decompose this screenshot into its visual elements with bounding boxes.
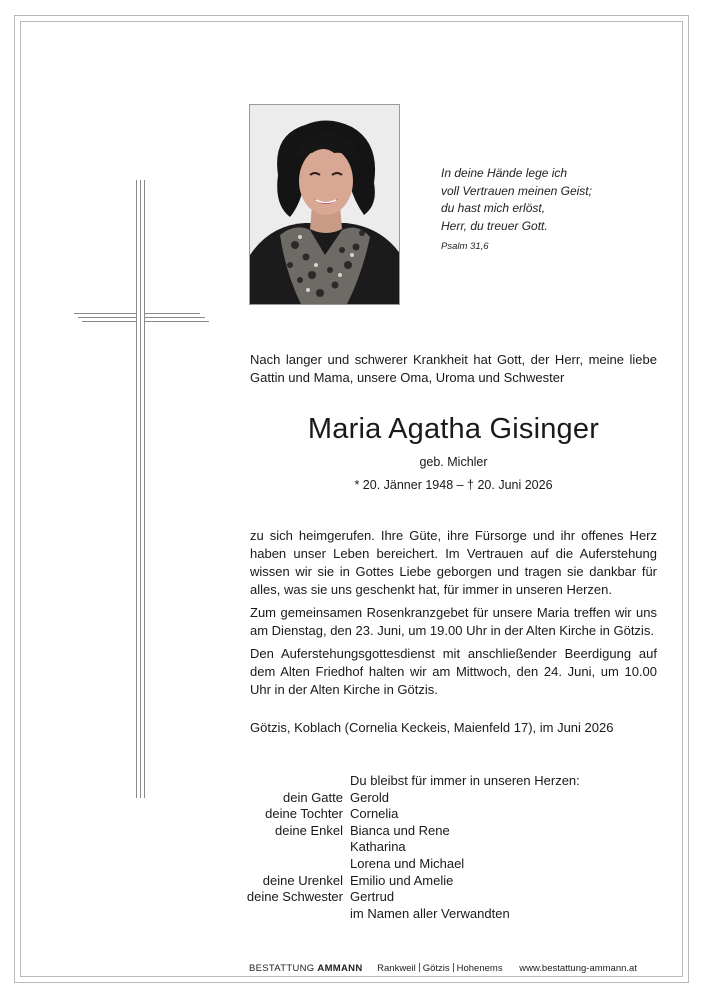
divider: [419, 963, 420, 972]
brand-name: AMMANN: [317, 963, 363, 974]
place-date: Götzis, Koblach (Cornelia Keckeis, Maienfeld 17), im Juni 2026: [250, 720, 614, 735]
footer-location: Rankweil: [377, 963, 416, 974]
deceased-name: Maria Agatha Gisinger: [307, 413, 600, 445]
life-dates: * 20. Jänner 1948 – † 20. Juni 2026: [354, 478, 553, 492]
body-paragraph: Den Auferstehungsgottesdienst mit anschließender Beerdigung auf dem Alten Friedhof halten wir am Mittwoch, den 24. Juni, um 10.00 Uhr in der Alten Kirche in Götzis.: [250, 646, 657, 697]
mourner-relation: deine Enkel: [275, 822, 343, 838]
mourner-names: Gerold: [350, 789, 390, 805]
verse-line: Herr, du treuer Gott.: [441, 218, 548, 233]
portrait-photo: [249, 104, 400, 305]
maiden-name: geb. Michler: [419, 455, 488, 469]
bible-verse: [441, 165, 592, 256]
mourner-names: im Namen aller Verwandten: [350, 905, 510, 921]
mourner-names: Katharina: [350, 839, 406, 855]
mourner-row: [200, 873, 610, 890]
footer-location: Götzis: [422, 963, 450, 974]
intro-text: Nach langer und schwerer Krankheit hat Gott, der Herr, meine liebe Gattin und Mama, unsere Oma, Uroma und Schwester: [250, 352, 657, 385]
mourner-row: [200, 839, 610, 856]
mourner-relation: [200, 773, 350, 790]
funeral-home-brand: [249, 963, 363, 974]
mourner-names: Emilio und Amelie: [350, 872, 454, 888]
mourner-row: [200, 773, 610, 790]
mourner-names: Lorena und Michael: [350, 855, 465, 871]
brand-prefix: BESTATTUNG: [249, 963, 315, 974]
verse-line: du hast mich erlöst,: [441, 201, 546, 215]
mourner-relation: [200, 839, 350, 856]
verse-line: In deine Hände lege ich: [441, 166, 568, 180]
mourner-relation: dein Gatte: [283, 789, 343, 805]
body-paragraph: Zum gemeinsamen Rosenkranzgebet für unsere Maria treffen wir uns am Dienstag, den 23. Juni, um 19.00 Uhr in der Alten Kirche in Götzis.: [250, 605, 657, 638]
obituary-body: [250, 527, 657, 704]
website-link[interactable]: www.bestattung-ammann.at: [519, 963, 637, 974]
mourner-relation: deine Tochter: [265, 806, 343, 822]
verse-line: voll Vertrauen meinen Geist;: [441, 183, 592, 198]
mourner-names: Gertrud: [350, 889, 395, 905]
footer: [249, 963, 637, 974]
mourner-relation: [200, 906, 350, 923]
mourner-row: [200, 823, 610, 840]
divider: [453, 963, 454, 972]
mourners-list: [200, 773, 610, 922]
mourner-relation: deine Schwester: [246, 889, 343, 905]
mourner-names: Bianca und Rene: [350, 822, 450, 838]
mourner-relation: [200, 856, 350, 873]
mourner-row: [200, 906, 610, 923]
footer-location: Hohenems: [456, 963, 503, 974]
mourner-names: Cornelia: [350, 806, 399, 822]
mourner-row: [200, 856, 610, 873]
mourner-relation: deine Urenkel: [262, 872, 343, 888]
mourner-row: [200, 806, 610, 823]
body-paragraph: zu sich heimgerufen. Ihre Güte, ihre Fürsorge und ihr offenes Herz haben unser Leben bereichert. Im Vertrauen auf die Auferstehung wissen wir sie in Gottes Liebe geborgen und tragen sie dankbar für alles, was sie uns geschenkt hat, für immer in unseren Herzen.: [250, 528, 657, 597]
mourner-names: Du bleibst für immer in unseren Herzen:: [350, 773, 580, 788]
verse-reference: Psalm 31,6: [441, 241, 489, 252]
mourner-row: [200, 790, 610, 807]
mourner-row: [200, 889, 610, 906]
